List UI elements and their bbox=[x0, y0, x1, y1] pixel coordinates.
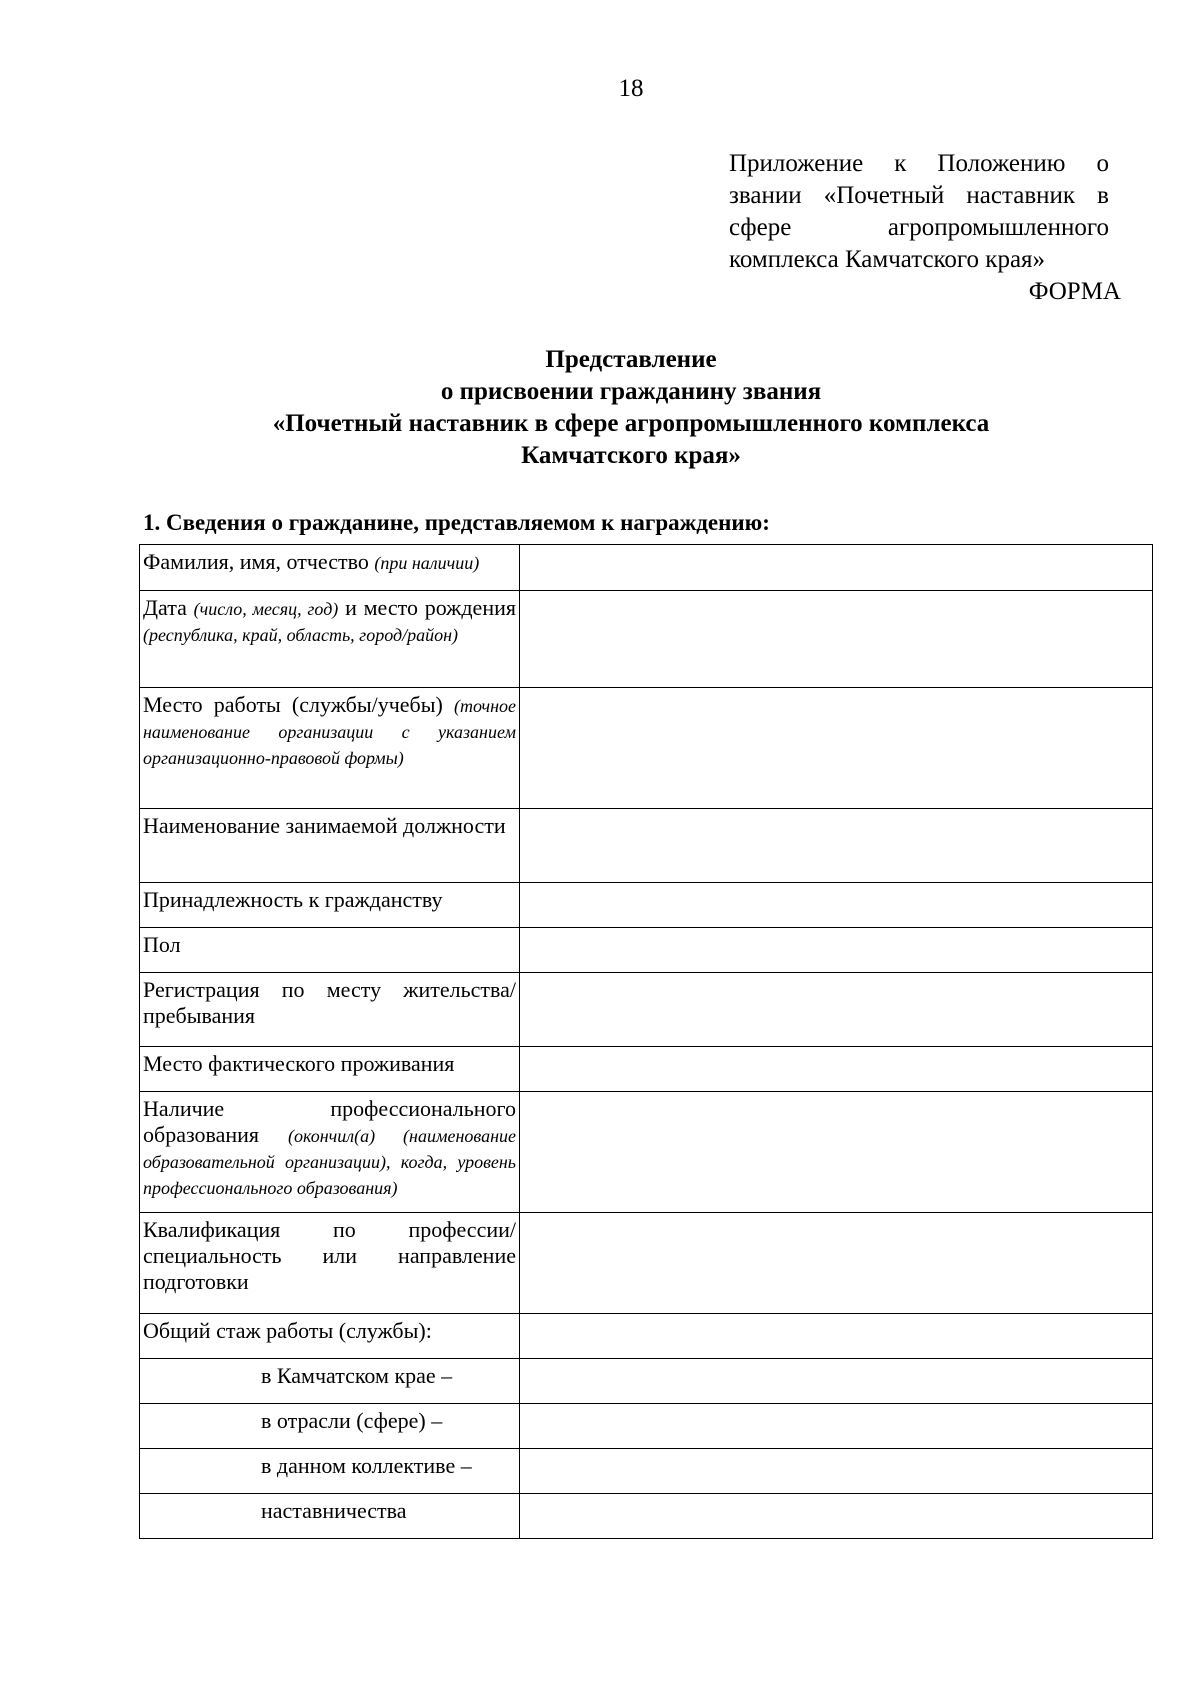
row-label: и место рождения bbox=[338, 595, 516, 620]
row-label: Наличие профессионального образования bbox=[143, 1096, 516, 1147]
table-row bbox=[140, 1494, 1153, 1539]
position-input[interactable] bbox=[520, 809, 1153, 883]
row-label: наставничества bbox=[261, 1498, 407, 1523]
row-label: в Камчатском крае – bbox=[261, 1363, 453, 1388]
table-row bbox=[140, 1404, 1153, 1449]
table-row bbox=[140, 883, 1153, 928]
document-title bbox=[100, 344, 1162, 472]
label-cell bbox=[140, 809, 520, 883]
table-row bbox=[140, 1213, 1153, 1314]
full-name-input[interactable] bbox=[520, 545, 1153, 591]
section-heading: 1. Сведения о гражданине, представляемом к награждению: bbox=[143, 510, 770, 535]
row-label: Фамилия, имя, отчество bbox=[143, 549, 375, 574]
label-cell bbox=[140, 1047, 520, 1092]
row-note: (точное наименование организации с указанием организационно-правовой формы) bbox=[143, 696, 516, 768]
row-label: Регистрация по месту жительства/ пребывания bbox=[143, 977, 516, 1028]
label-cell bbox=[140, 591, 520, 688]
row-label: Принадлежность к гражданству bbox=[143, 887, 443, 912]
table-row bbox=[140, 1092, 1153, 1213]
table-row bbox=[140, 1449, 1153, 1494]
row-label: Общий стаж работы (службы): bbox=[143, 1318, 432, 1343]
table-row bbox=[140, 1359, 1153, 1404]
page-number: 18 bbox=[618, 75, 644, 102]
label-cell bbox=[140, 1092, 520, 1213]
row-note: (при наличии) bbox=[374, 553, 480, 573]
kamchatka-experience-input[interactable] bbox=[520, 1359, 1153, 1404]
title-line: Камчатского края» bbox=[521, 442, 741, 469]
citizenship-input[interactable] bbox=[520, 883, 1153, 928]
registration-input[interactable] bbox=[520, 973, 1153, 1047]
row-label: Дата bbox=[143, 595, 194, 620]
table-row bbox=[140, 809, 1153, 883]
label-cell bbox=[140, 545, 520, 591]
label-cell bbox=[140, 928, 520, 973]
table-row bbox=[140, 1314, 1153, 1359]
industry-experience-input[interactable] bbox=[520, 1404, 1153, 1449]
row-label: Место фактического проживания bbox=[143, 1051, 455, 1076]
appendix-note: Приложение к Положению о звании «Почетный наставник в сфере агропромышленного комплекса Камчатского края» bbox=[729, 150, 1109, 273]
row-label: Квалификация по профессии/ специальность или направление подготовки bbox=[143, 1217, 516, 1294]
row-label: Место работы (службы/учебы) bbox=[143, 692, 454, 717]
residence-input[interactable] bbox=[520, 1047, 1153, 1092]
education-input[interactable] bbox=[520, 1092, 1153, 1213]
label-cell bbox=[140, 1494, 520, 1539]
label-cell bbox=[140, 883, 520, 928]
table-row bbox=[140, 1047, 1153, 1092]
table-row bbox=[140, 591, 1153, 688]
row-note: (республика, край, область, город/район) bbox=[143, 625, 458, 645]
workplace-input[interactable] bbox=[520, 688, 1153, 809]
title-line: «Почетный наставник в сфере агропромышленного комплекса bbox=[272, 410, 990, 437]
row-note: (число, месяц, год) bbox=[193, 599, 339, 619]
table-row bbox=[140, 928, 1153, 973]
row-label: Наименование занимаемой должности bbox=[143, 813, 506, 838]
table-row bbox=[140, 973, 1153, 1047]
gender-input[interactable] bbox=[520, 928, 1153, 973]
birth-date-place-input[interactable] bbox=[520, 591, 1153, 688]
label-cell bbox=[140, 688, 520, 809]
title-line: о присвоении гражданину звания bbox=[440, 378, 822, 405]
label-cell bbox=[140, 1404, 520, 1449]
label-cell bbox=[140, 1449, 520, 1494]
citizen-info-table bbox=[139, 544, 1153, 1539]
team-experience-input[interactable] bbox=[520, 1449, 1153, 1494]
table-row bbox=[140, 545, 1153, 591]
row-label: в данном коллективе – bbox=[261, 1453, 472, 1478]
total-experience-input[interactable] bbox=[520, 1314, 1153, 1359]
label-cell bbox=[140, 1314, 520, 1359]
label-cell bbox=[140, 1359, 520, 1404]
row-label: Пол bbox=[143, 932, 181, 957]
row-label: в отрасли (сфере) – bbox=[261, 1408, 443, 1433]
label-cell bbox=[140, 1213, 520, 1314]
table-row bbox=[140, 688, 1153, 809]
label-cell bbox=[140, 973, 520, 1047]
row-note: (окончил(а) (наименование образовательной организации), когда, уровень профессионального образования) bbox=[143, 1126, 516, 1198]
qualification-input[interactable] bbox=[520, 1213, 1153, 1314]
form-mark: ФОРМА bbox=[1028, 278, 1121, 305]
mentoring-experience-input[interactable] bbox=[520, 1494, 1153, 1539]
title-line: Представление bbox=[545, 346, 717, 373]
